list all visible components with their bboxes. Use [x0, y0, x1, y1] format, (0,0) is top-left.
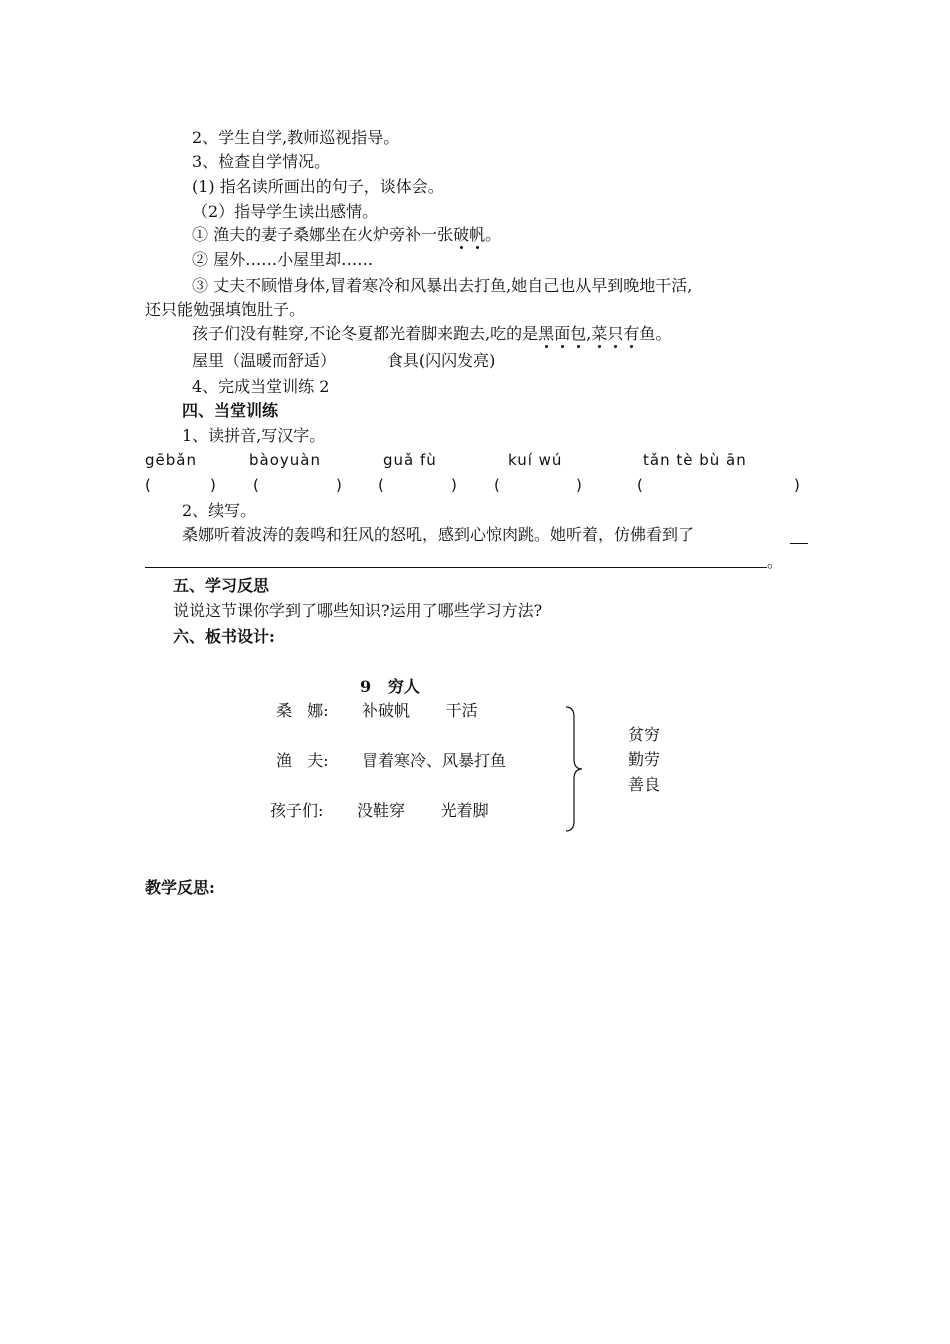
board-row-2-text: 冒着寒冷、风暴打鱼: [362, 751, 507, 770]
answer-3-close: ): [451, 476, 457, 494]
board-row-1-text: 补破帆 干活: [362, 701, 478, 720]
continuation-blank-short[interactable]: [790, 543, 808, 544]
section-5-heading: 五、学习反思: [173, 576, 270, 595]
board-word-1: 贫穷: [628, 725, 661, 744]
answer-4-open: (: [494, 476, 500, 494]
continuation-blank-line[interactable]: [145, 567, 767, 568]
pinyin-1: gēbǎn: [145, 451, 197, 469]
exercise-2: 2、续写。: [182, 501, 257, 520]
step-3: 3、检查自学情况。: [192, 152, 331, 171]
reflection-question: 说说这节课你学到了哪些知识?运用了哪些学习方法?: [173, 601, 543, 620]
pinyin-3: guǎ fù: [383, 451, 437, 469]
sentence-4: 孩子们没有鞋穿,不论冬夏都光着脚来跑去,吃的是黑面包,菜只有鱼。: [192, 324, 672, 343]
board-word-2: 勤劳: [628, 750, 661, 769]
answer-2-open: (: [253, 476, 259, 494]
pinyin-5: tǎn tè bù ān: [643, 451, 747, 469]
answer-2-close: ): [336, 476, 342, 494]
board-word-3: 善良: [628, 775, 661, 794]
board-row-1-label: 桑 娜:: [276, 701, 329, 720]
section-4-heading: 四、当堂训练: [182, 401, 279, 420]
step-2: 2、学生自学,教师巡视指导。: [192, 128, 400, 147]
continuation-prompt: 桑娜听着波涛的轰鸣和狂风的怒吼，感到心惊肉跳。她听着，仿佛看到了: [182, 525, 695, 544]
sentence-3-cont: 还只能勉强填饱肚子。: [145, 300, 306, 319]
board-row-3-text: 没鞋穿 光着脚: [357, 801, 489, 820]
answer-1-close: ): [210, 476, 216, 494]
pinyin-4: kuí wú: [508, 451, 563, 469]
continuation-end-mark: 。: [767, 552, 784, 571]
answer-5-open: (: [637, 476, 643, 494]
board-title: 9 穷人: [360, 677, 420, 696]
sentence-2: ② 屋外……小屋里却……: [192, 250, 374, 269]
board-row-3-label: 孩子们:: [270, 801, 324, 820]
answer-5-close: ): [794, 476, 800, 494]
step-4: 4、完成当堂训练 2: [192, 377, 330, 396]
pinyin-2: bàoyuàn: [249, 451, 321, 469]
sentence-3: ③ 丈夫不顾惜身体,冒着寒冷和风暴出去打鱼,她自己也从早到晚地干活,: [192, 276, 693, 295]
section-6-heading: 六、板书设计:: [173, 627, 275, 646]
room-description: 屋里（温暖而舒适） 食具(闪闪发亮): [192, 351, 496, 370]
exercise-1: 1、读拼音,写汉字。: [182, 426, 326, 445]
answer-3-open: (: [378, 476, 384, 494]
right-brace-icon: [562, 705, 586, 833]
teaching-reflection-heading: 教学反思:: [145, 878, 215, 897]
sentence-1: ① 渔夫的妻子桑娜坐在火炉旁补一张破帆。: [192, 225, 502, 244]
board-row-2-label: 渔 夫:: [276, 751, 329, 770]
answer-1-open: (: [145, 476, 151, 494]
answer-4-close: ): [576, 476, 582, 494]
step-3-1: (1) 指名读所画出的句子，谈体会。: [192, 177, 444, 196]
step-3-2: （2）指导学生读出感情。: [192, 202, 379, 221]
